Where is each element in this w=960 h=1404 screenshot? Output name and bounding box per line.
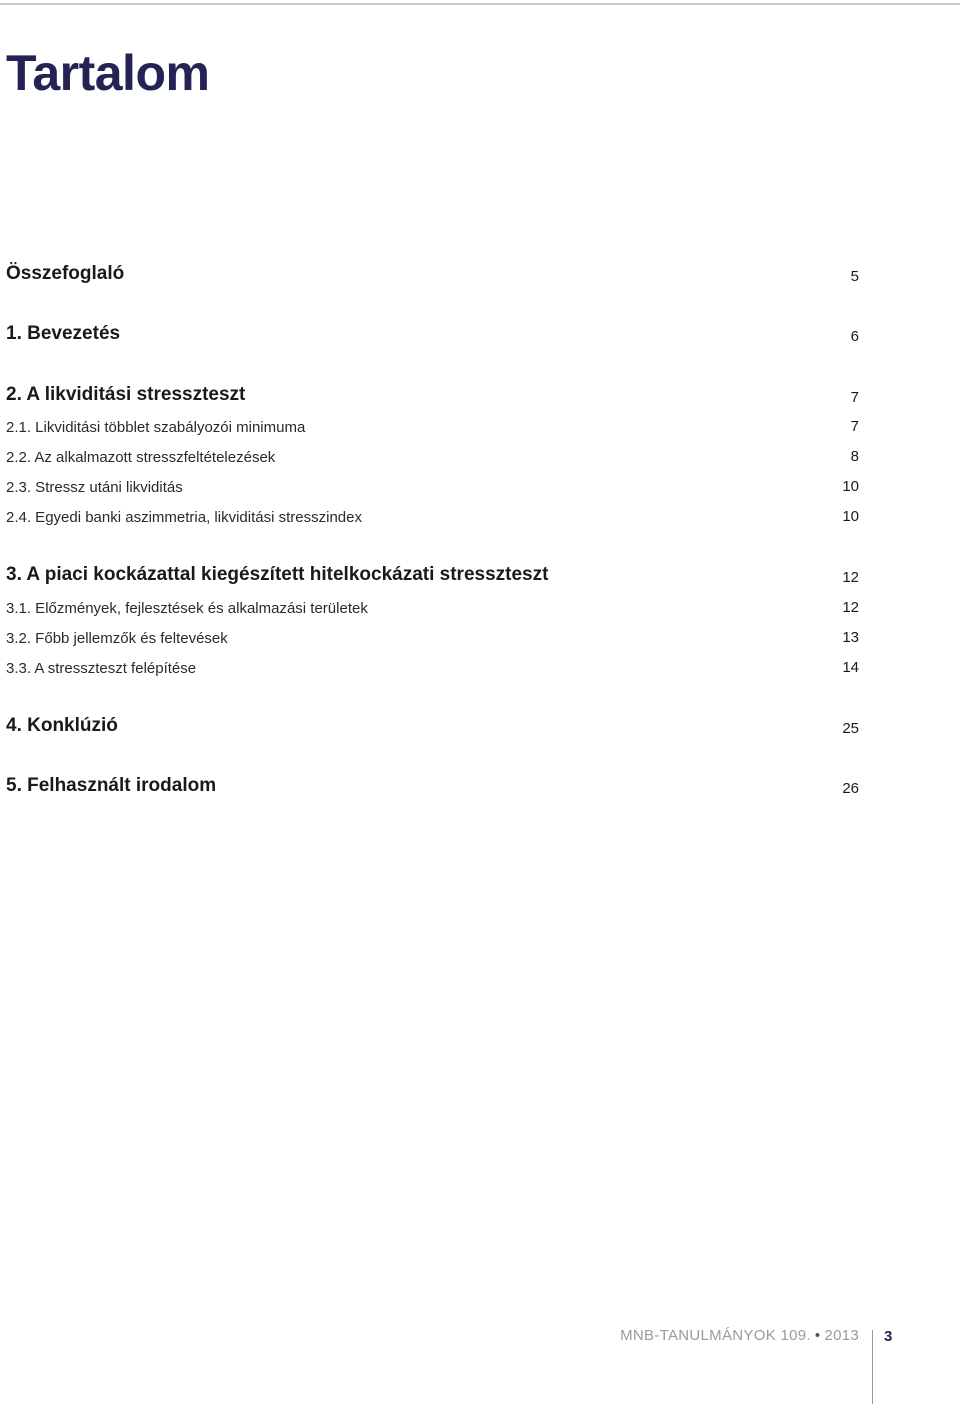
toc-entry-label: 3.1. Előzmények, fejlesztések és alkalmazási területek xyxy=(6,600,368,617)
toc-entry-section-3-2[interactable] xyxy=(6,617,859,647)
toc-entry-chapter-4[interactable] xyxy=(6,707,859,737)
toc-entry-page: 5 xyxy=(850,268,859,285)
page-number: 3 xyxy=(884,1328,893,1345)
toc-entry-label: 5. Felhasznált irodalom xyxy=(6,775,217,796)
toc-entry-label: 1. Bevezetés xyxy=(6,323,121,344)
toc-entry-chapter-5[interactable] xyxy=(6,767,859,797)
toc-entry-page: 12 xyxy=(842,599,859,616)
toc-entry-label: 4. Konklúzió xyxy=(6,715,118,736)
toc-entry-page: 7 xyxy=(850,389,859,406)
toc-entry-label: 2.3. Stressz utáni likviditás xyxy=(6,479,183,496)
toc-entry-page: 6 xyxy=(850,328,859,345)
footer-divider xyxy=(872,1330,873,1404)
toc-entry-chapter-3[interactable] xyxy=(6,556,859,586)
toc-entry-page: 13 xyxy=(842,629,859,646)
toc-entry-page: 8 xyxy=(850,448,859,465)
toc-entry-chapter-1[interactable] xyxy=(6,315,859,345)
toc-entry-label: 2. A likviditási stresszteszt xyxy=(6,384,246,405)
toc-entry-section-2-3[interactable] xyxy=(6,466,859,496)
toc-entry-label: 2.4. Egyedi banki aszimmetria, likviditási stresszindex xyxy=(6,509,362,526)
toc-entry-label: 3. A piaci kockázattal kiegészített hitelkockázati stresszteszt xyxy=(6,564,549,585)
page-title: Tartalom xyxy=(6,45,210,101)
toc-entry-page: 26 xyxy=(842,780,859,797)
toc-entry-osszefoglalo[interactable] xyxy=(6,255,859,285)
toc-entry-page: 10 xyxy=(842,508,859,525)
toc-entry-section-3-3[interactable] xyxy=(6,647,859,677)
toc-entry-page: 10 xyxy=(842,478,859,495)
toc-entry-section-2-2[interactable] xyxy=(6,436,859,466)
toc-entry-chapter-2[interactable] xyxy=(6,376,859,406)
toc-entry-label: 3.2. Főbb jellemzők és feltevések xyxy=(6,630,228,647)
footer-bullet: • xyxy=(814,1327,821,1344)
toc-entry-label: Összefoglaló xyxy=(6,263,125,284)
toc-entry-label: 2.2. Az alkalmazott stresszfeltételezések xyxy=(6,449,276,466)
toc-entry-page: 12 xyxy=(842,569,859,586)
footer-year: 2013 xyxy=(824,1327,859,1344)
toc-entry-label: 2.1. Likviditási többlet szabályozói minimuma xyxy=(6,419,306,436)
footer-series-name: MNB-TANULMÁNYOK 109. xyxy=(620,1327,811,1344)
toc-entry-page: 25 xyxy=(842,720,859,737)
toc-entry-section-3-1[interactable] xyxy=(6,587,859,617)
toc-entry-section-2-4[interactable] xyxy=(6,496,859,526)
toc-entry-page: 14 xyxy=(842,659,859,676)
toc-entry-section-2-1[interactable] xyxy=(6,406,859,436)
footer-series xyxy=(620,1327,859,1349)
toc-entry-page: 7 xyxy=(850,418,859,435)
toc-entry-label: 3.3. A stresszteszt felépítése xyxy=(6,660,197,677)
